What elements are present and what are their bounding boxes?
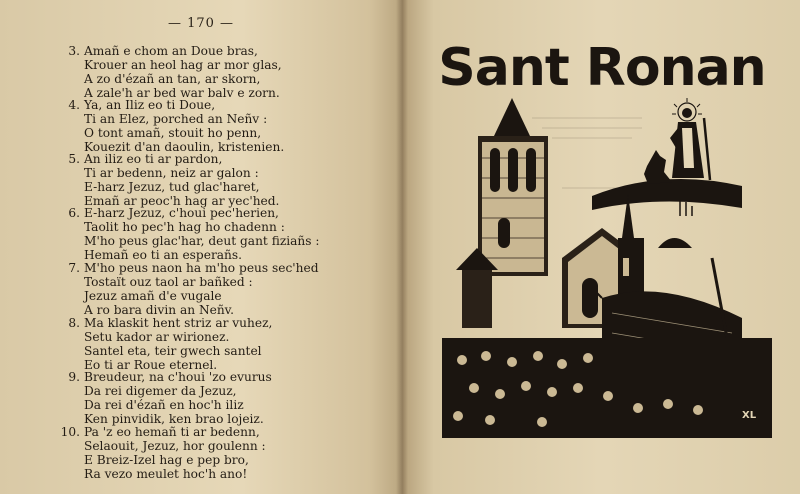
sky-hatching [532,118,642,188]
crowd [442,338,772,438]
stanza-line: An iliz eo ti ar pardon, [84,152,223,166]
stanza-line: Tostaït ouz taol ar bañked : [84,275,253,289]
woodcut-illustration [442,98,772,438]
stanza-line: A zale'h ar bed war balv e zorn. [84,86,280,100]
hill [592,179,742,210]
stanza-number: 5. [68,152,80,166]
stanza [68,98,285,154]
stanza-line: Ma klaskit hent striz ar vuhez, [84,316,273,330]
stanza-line: Emañ ar peoc'h hag ar yec'hed. [84,194,280,208]
stanza [68,316,273,372]
stanza-line: Amañ e chom an Doue bras, [84,44,258,58]
stanza-line: Jezuz amañ d'e vugale [84,289,222,303]
church-tower [478,98,548,276]
stanza-line: Taolit ho pec'h hag ho chadenn : [84,220,285,234]
stanza [60,425,266,481]
artist-monogram: XL [742,410,757,421]
stanza-line: A ro bara divin an Neñv. [84,303,234,317]
wolf-figure [644,150,672,184]
saint-figure [670,98,710,180]
stanza-line: Ra vezo meulet hoc'h ano! [84,467,248,481]
stanza [68,370,272,426]
stanza-line: Selaouit, Jezuz, hor goulenn : [84,439,266,453]
stanza-line: Breudeur, na c'houi 'zo evurus [84,370,272,384]
stanza-number: 3. [68,44,80,58]
stanza-line: M'ho peus naon ha m'ho peus sec'hed [84,261,319,275]
stanza-number: 6. [68,206,80,220]
stanza-number: 10. [60,425,80,439]
stanza-number: 7. [68,261,80,275]
stanza-line: Da rei d'ézañ en hoc'h iliz [84,398,244,412]
stanza-line: E Breiz-Izel hag e pep bro, [84,453,249,467]
stanza [68,206,320,262]
stanza-number: 9. [68,370,80,384]
stanza-line: E-harz Jezuz, tud glac'haret, [84,180,260,194]
stanza-line: Santel eta, teir gwech santel [84,344,262,358]
stanza-line: Eo ti ar Roue eternel. [84,358,218,372]
stanza-line: Ti an Elez, porched an Neñv : [84,112,268,126]
stanza-line: M'ho peus glac'har, deut gant fiziañs : [84,234,320,248]
illustration-title: Sant Ronan [438,38,766,98]
stanza-line: Hemañ eo ti an esperañs. [84,248,243,262]
page-number: — 170 — [167,16,235,31]
stanza [68,44,282,100]
stanza-line: Ya, an Iliz eo ti Doue, [84,98,216,112]
stanza-line: A zo d'ézañ an tan, ar skorn, [84,72,261,86]
stanza-line: Da rei digemer da Jezuz, [84,384,237,398]
stanza-line: O tont amañ, stouit ho penn, [84,126,262,140]
stanza-number: 8. [68,316,80,330]
stanza-line: Setu kador ar wirionez. [84,330,230,344]
stanza-line: Ti ar bedenn, neiz ar galon : [84,166,259,180]
stanza-line: Kouezit d'an daoulin, kristenien. [84,140,285,154]
cave [658,238,692,248]
stanza [68,261,319,317]
stanza [68,152,280,208]
book-gutter [396,0,408,494]
stanza-line: E-harz Jezuz, c'houi pec'herien, [84,206,279,220]
stanza-line: Pa 'z eo hemañ ti ar bedenn, [84,425,260,439]
tree-icon [680,200,692,216]
stanza-line: Krouer an heol hag ar mor glas, [84,58,282,72]
stanza-number: 4. [68,98,80,112]
stanza-line: Ken pinvidik, ken brao lojeiz. [84,412,264,426]
